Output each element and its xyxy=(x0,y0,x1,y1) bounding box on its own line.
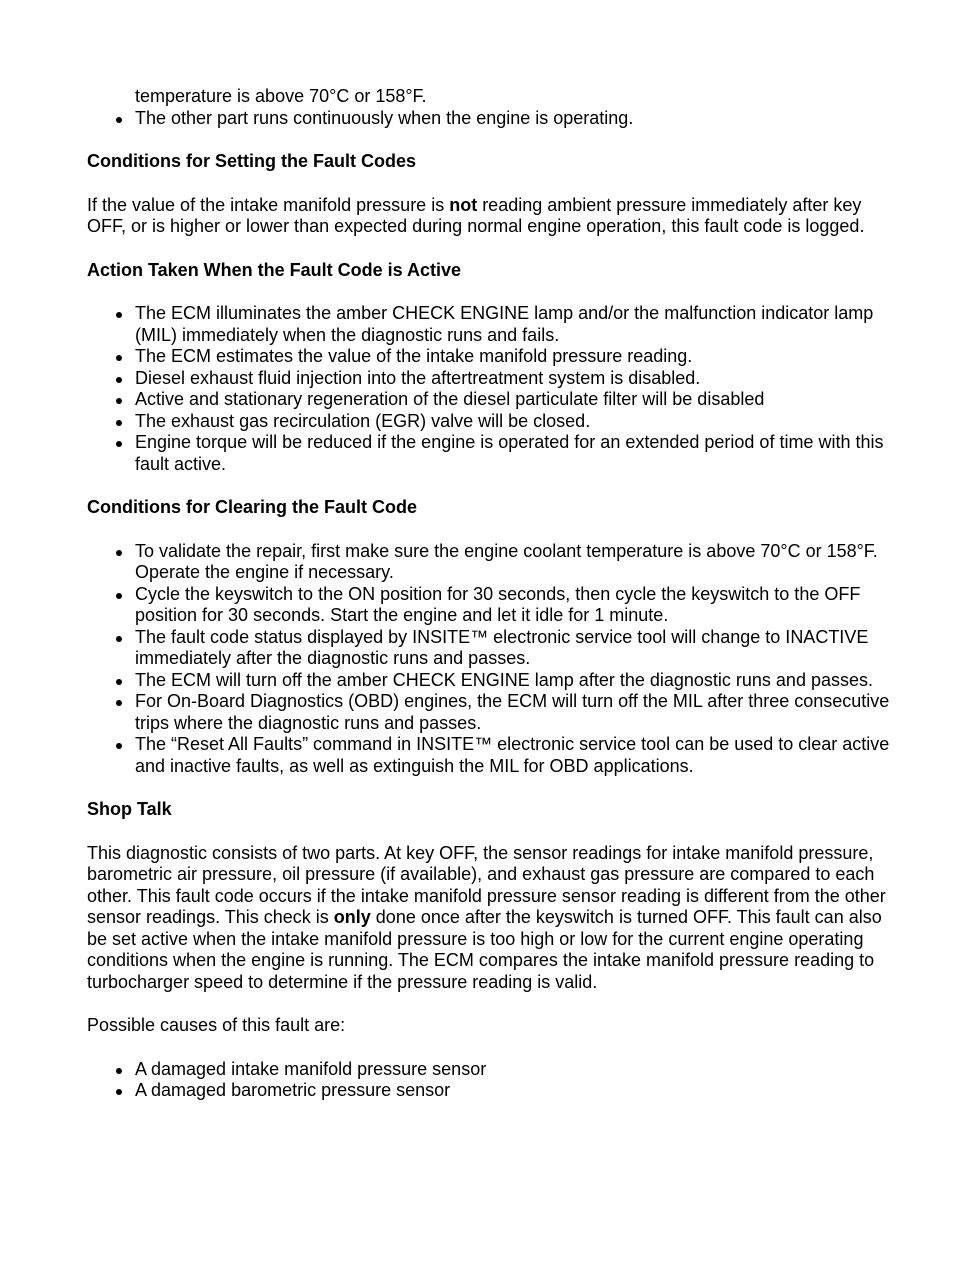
clearing-heading: Conditions for Clearing the Fault Code xyxy=(87,497,417,517)
list-item: Cycle the keyswitch to the ON position for 30 seconds, then cycle the keyswitch to the OFF position for 30 seconds. Start the engine and let it idle for 1 minute. xyxy=(87,584,897,627)
action-heading: Action Taken When the Fault Code is Active xyxy=(87,259,462,280)
bold-emphasis: only xyxy=(333,907,371,927)
list-item: The ECM estimates the value of the intake manifold pressure reading. xyxy=(87,346,897,368)
list-item: To validate the repair, first make sure the engine coolant temperature is above 70°C or 158°F. Operate the engine if necessary. xyxy=(87,541,897,584)
setting-paragraph: If the value of the intake manifold pressure is not reading ambient pressure immediately after key OFF, or is higher or lower than expected during normal engine operation, this fault code is logged. xyxy=(87,194,865,236)
intro-list xyxy=(87,108,897,130)
document-content xyxy=(87,86,897,1102)
list-item: Active and stationary regeneration of the diesel particulate filter will be disabled xyxy=(87,389,897,411)
causes-list xyxy=(87,1059,897,1102)
list-item: A damaged intake manifold pressure sensor xyxy=(87,1059,897,1081)
list-item: The other part runs continuously when the engine is operating. xyxy=(87,108,897,130)
setting-heading: Conditions for Setting the Fault Codes xyxy=(87,151,416,171)
shop-talk-paragraph: This diagnostic consists of two parts. At key OFF, the sensor readings for intake manifold pressure, barometric air pressure, oil pressure (if available), and exhaust gas pressure are compared to each other. This fault code occurs if the intake manifold pressure sensor reading is different from the other sensor readings. This check is only done once after the keyswitch is turned OFF. This fault can also be set active when the intake manifold pressure is too high or low for the current engine operating conditions when the engine is running. The ECM compares the intake manifold pressure reading to turbocharger speed to determine if the pressure reading is valid. xyxy=(87,842,886,992)
list-item: For On-Board Diagnostics (OBD) engines, the ECM will turn off the MIL after three consecutive trips where the diagnostic runs and passes. xyxy=(87,691,897,734)
clearing-list xyxy=(87,541,897,778)
shop-talk-heading: Shop Talk xyxy=(87,799,172,819)
list-item: The fault code status displayed by INSITE™ electronic service tool will change to INACTIVE immediately after the diagnostic runs and passes. xyxy=(87,627,897,670)
list-item: The “Reset All Faults” command in INSITE™ electronic service tool can be used to clear active and inactive faults, as well as extinguish the MIL for OBD applications. xyxy=(87,734,897,777)
list-item: Diesel exhaust fluid injection into the aftertreatment system is disabled. xyxy=(87,368,897,390)
list-item: The exhaust gas recirculation (EGR) valve will be closed. xyxy=(87,411,897,433)
list-item: The ECM illuminates the amber CHECK ENGINE lamp and/or the malfunction indicator lamp (MIL) immediately when the diagnostic runs and fails. xyxy=(87,303,897,346)
causes-intro: Possible causes of this fault are: xyxy=(87,1015,346,1035)
list-item: Engine torque will be reduced if the engine is operated for an extended period of time with this fault active. xyxy=(87,432,897,475)
list-item: The ECM will turn off the amber CHECK ENGINE lamp after the diagnostic runs and passes. xyxy=(87,670,897,692)
bold-emphasis: not xyxy=(449,194,478,215)
action-list xyxy=(87,303,897,475)
intro-continuation: temperature is above 70°C or 158°F. xyxy=(135,86,427,106)
list-item: A damaged barometric pressure sensor xyxy=(87,1080,897,1102)
